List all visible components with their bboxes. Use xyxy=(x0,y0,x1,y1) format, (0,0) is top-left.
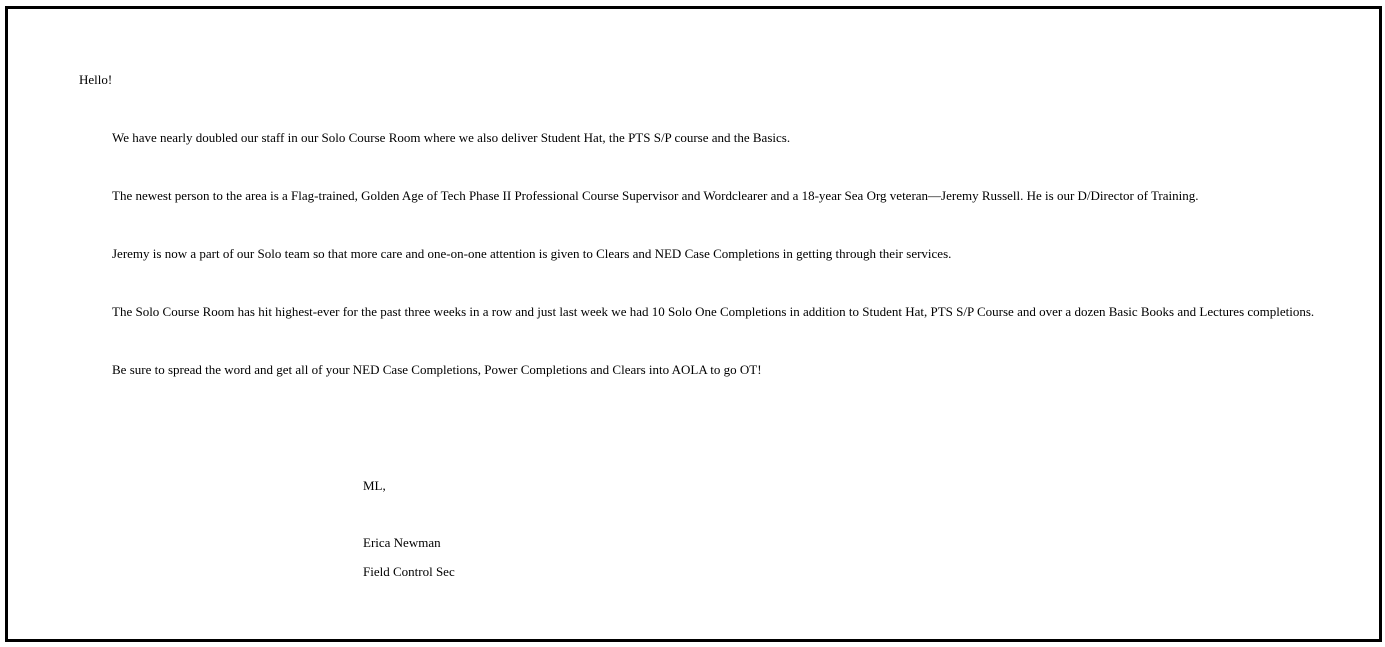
letter-paragraph: Be sure to spread the word and get all of your NED Case Completions, Power Completions and Clears into AOLA to go OT! xyxy=(112,362,762,377)
signer-name: Erica Newman xyxy=(363,535,441,550)
signer-title: Field Control Sec xyxy=(363,564,455,579)
letter-paragraph: The newest person to the area is a Flag-trained, Golden Age of Tech Phase II Professional Course Supervisor and Wordclearer and a 18-year Sea Org veteran—Jeremy Russell. He is our D/Director of Training. xyxy=(112,188,1199,203)
letter-closing: ML, xyxy=(363,478,386,493)
letter-paragraph: We have nearly doubled our staff in our Solo Course Room where we also deliver Student Hat, the PTS S/P course and the Basics. xyxy=(112,130,791,145)
letter-greeting: Hello! xyxy=(79,72,113,87)
letter-paragraph: The Solo Course Room has hit highest-ever for the past three weeks in a row and just last week we had 10 Solo One Completions in addition to Student Hat, PTS S/P Course and over a dozen Basic Books and Lectures completions. xyxy=(112,304,1315,319)
letter-frame xyxy=(5,6,1382,642)
letter-paragraph: Jeremy is now a part of our Solo team so that more care and one-on-one attention is given to Clears and NED Case Completions in getting through their services. xyxy=(112,246,952,261)
